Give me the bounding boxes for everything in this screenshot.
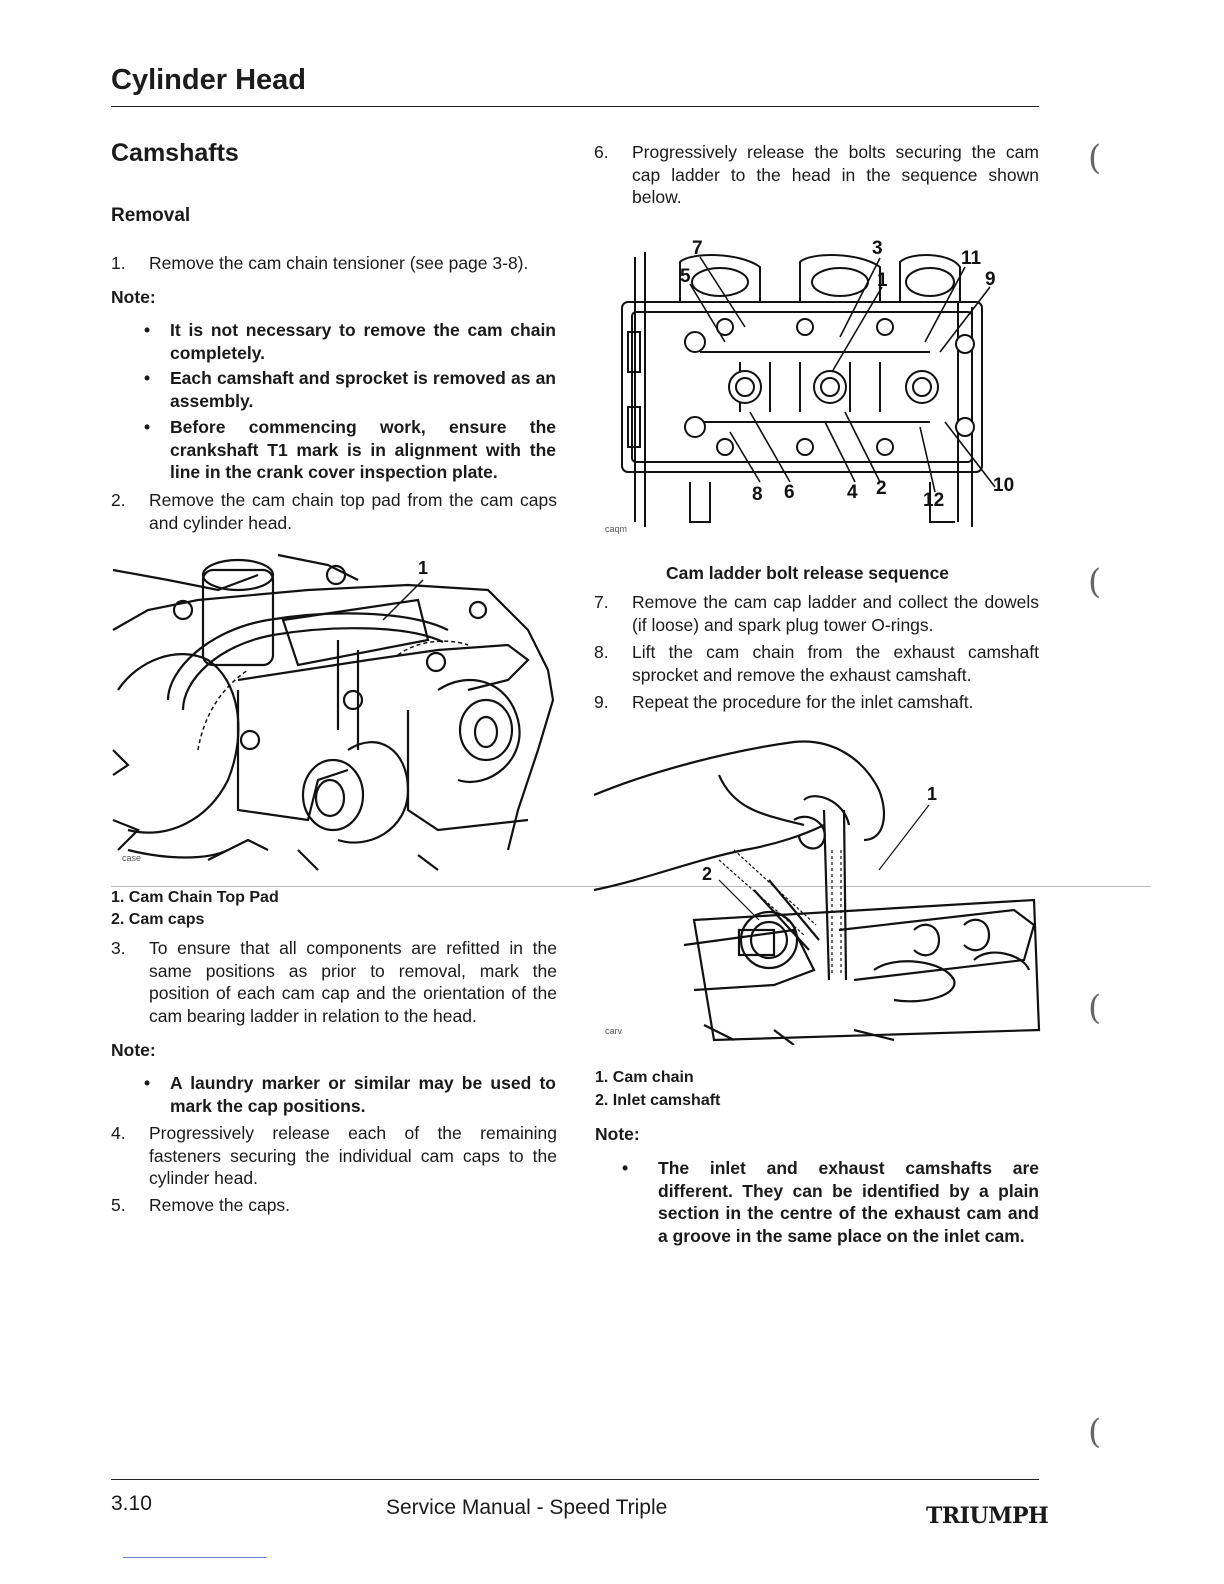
sequence-number: 11 xyxy=(961,248,982,269)
step-number: 9. xyxy=(594,692,609,712)
figure-cam-chain-top-pad xyxy=(108,550,558,872)
step-text: Repeat the procedure for the inlet camshaft. xyxy=(632,692,974,712)
step-number: 4. xyxy=(111,1123,126,1143)
note-label: Note: xyxy=(111,1040,156,1060)
note-bullet: • Before commencing work, ensure the crankshaft T1 mark is in alignment with the line in the crank cover inspection plate. xyxy=(144,417,556,482)
figure1-caption-1: 1. Cam Chain Top Pad xyxy=(111,889,279,906)
sequence-number: 9 xyxy=(985,269,996,290)
figure-code: case xyxy=(122,853,142,863)
margin-mark: ( xyxy=(1088,138,1102,178)
sequence-number: 8 xyxy=(752,484,763,505)
step-6 xyxy=(594,141,1039,209)
step-8 xyxy=(594,641,1039,686)
note-label: Note: xyxy=(595,1124,640,1144)
link-underline xyxy=(123,1557,267,1558)
cam-cap-illustration xyxy=(108,550,558,872)
step-2 xyxy=(111,489,557,534)
figure1-caption-2: 2. Cam caps xyxy=(111,911,205,928)
figure3-caption-2: 2. Inlet camshaft xyxy=(595,1092,721,1109)
manual-title: Service Manual - Speed Triple xyxy=(386,1496,668,1519)
step-5 xyxy=(111,1194,557,1217)
step-text: Lift the cam chain from the exhaust camshaft sprocket and remove the exhaust camshaft. xyxy=(632,642,1039,685)
sequence-number: 12 xyxy=(923,490,945,511)
sequence-number: 10 xyxy=(993,475,1015,496)
footer-rule xyxy=(111,1479,1039,1480)
sequence-number: 7 xyxy=(692,238,703,259)
figure3-callout: 2 xyxy=(702,864,713,884)
figure3-caption-1: 1. Cam chain xyxy=(595,1069,694,1086)
note-label: Note: xyxy=(111,287,156,307)
section-title: Cylinder Head xyxy=(111,64,306,96)
heading-camshafts: Camshafts xyxy=(111,139,239,167)
note-bullet-text: It is not necessary to remove the cam chain completely. xyxy=(170,320,556,363)
step-text: Remove the caps. xyxy=(149,1195,291,1215)
figure-camshaft-removal xyxy=(594,730,1044,1045)
note-bullet: • Each camshaft and sprocket is removed as an assembly. xyxy=(144,368,556,411)
note-bullet-text: Before commencing work, ensure the crankshaft T1 mark is in alignment with the line in the crank cover inspection plate. xyxy=(170,417,556,482)
sequence-number: 1 xyxy=(877,270,888,291)
step-7 xyxy=(594,591,1039,636)
margin-mark: ( xyxy=(1088,988,1102,1028)
step-3 xyxy=(111,937,557,1027)
figure1-callout: 1 xyxy=(418,558,429,578)
header-rule xyxy=(111,106,1039,107)
margin-mark: ( xyxy=(1088,1412,1102,1452)
sequence-number: 6 xyxy=(784,482,795,503)
step-text: Remove the cam chain tensioner (see page 3-8). xyxy=(149,253,529,273)
note-bullet: • The inlet and exhaust camshafts are different. They can be identified by a plain section in the centre of the exhaust cam and a groove in the same place on the inlet cam. xyxy=(622,1158,1039,1246)
brand-logo: TRIUMPH xyxy=(926,1503,1049,1529)
sequence-number: 2 xyxy=(876,478,887,499)
cam-ladder-diagram xyxy=(600,232,1030,538)
margin-mark: ( xyxy=(1088,562,1102,602)
heading-removal: Removal xyxy=(111,205,191,226)
figure3-callout: 1 xyxy=(927,784,938,804)
note-bullet-text: Each camshaft and sprocket is removed as an assembly. xyxy=(170,368,556,411)
note-bullet-text: The inlet and exhaust camshafts are different. They can be identified by a plain section in the centre of the exhaust cam and a groove in the same place on the inlet cam. xyxy=(658,1158,1039,1246)
step-text: Progressively release each of the remaining fasteners securing the individual cam caps to the cylinder head. xyxy=(149,1123,557,1188)
figure-code: caqm xyxy=(605,524,628,534)
step-text: Progressively release the bolts securing the cam cap ladder to the head in the sequence shown below. xyxy=(632,142,1039,207)
step-text: To ensure that all components are refitted in the same positions as prior to removal, mark the position of each cam cap and the orientation of the cam bearing ladder in relation to the head. xyxy=(149,938,557,1026)
step-number: 6. xyxy=(594,142,609,162)
step-number: 1. xyxy=(111,253,126,273)
note-bullet-text: A laundry marker or similar may be used to mark the cap positions. xyxy=(170,1073,556,1116)
step-number: 7. xyxy=(594,592,609,612)
figure-bolt-sequence xyxy=(600,232,1030,538)
step-1 xyxy=(111,252,557,275)
step-text: Remove the cam chain top pad from the cam caps and cylinder head. xyxy=(149,490,557,533)
step-4 xyxy=(111,1122,557,1190)
figure-code: carv xyxy=(605,1026,623,1036)
camshaft-removal-illustration xyxy=(594,730,1044,1045)
sequence-number: 5 xyxy=(680,266,691,287)
sequence-number: 3 xyxy=(872,238,883,259)
step-text: Remove the cam cap ladder and collect the dowels (if loose) and spark plug tower O-rings. xyxy=(632,592,1039,635)
step-number: 5. xyxy=(111,1195,126,1215)
step-9 xyxy=(594,691,1039,714)
sequence-number: 4 xyxy=(847,482,858,503)
step-number: 8. xyxy=(594,642,609,662)
page-number: 3.10 xyxy=(111,1492,152,1515)
step-number: 3. xyxy=(111,938,126,958)
note-bullet: • It is not necessary to remove the cam chain completely. xyxy=(144,320,556,363)
step-number: 2. xyxy=(111,490,126,510)
note-bullet: • A laundry marker or similar may be used to mark the cap positions. xyxy=(144,1073,556,1116)
figure2-caption: Cam ladder bolt release sequence xyxy=(666,563,950,583)
